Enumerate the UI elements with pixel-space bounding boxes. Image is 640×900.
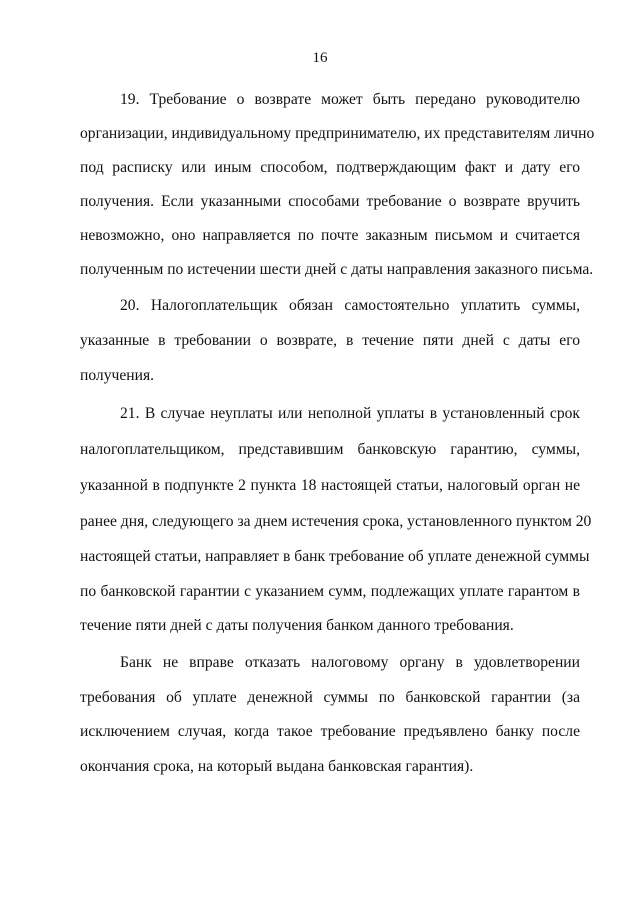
paragraph-line: Банк не вправе отказать налоговому органу в удовлетворении [120, 654, 580, 671]
paragraph-line: 19. Требование о возврате может быть передано руководителю [120, 91, 580, 108]
paragraph-line: требования об уплате денежной суммы по банковской гарантии (за [80, 689, 580, 706]
paragraph-line: налогоплательщиком, представившим банковскую гарантию, суммы, [80, 441, 580, 458]
paragraph-line: течение пяти дней с даты получения банком данного требования. [80, 617, 514, 634]
paragraph-line: ранее дня, следующего за днем истечения срока, установленного пунктом 20 [80, 513, 592, 530]
paragraph-line: указанные в требовании о возврате, в течение пяти дней с даты его [80, 332, 580, 349]
paragraph-line: невозможно, оно направляется по почте заказным письмом и считается [80, 227, 580, 244]
paragraph-line: исключением случая, когда такое требование предъявлено банку после [80, 723, 580, 740]
paragraph-line: настоящей статьи, направляет в банк требование об уплате денежной суммы [80, 548, 590, 565]
paragraph-line: организации, индивидуальному предпринимателю, их представителям лично [80, 125, 595, 142]
paragraph-line: под расписку или иным способом, подтверждающим факт и дату его [80, 159, 580, 176]
paragraph-line: окончания срока, на который выдана банковская гарантия). [80, 758, 474, 775]
paragraph-line: полученным по истечении шести дней с даты направления заказного письма. [80, 261, 594, 278]
page-number: 16 [312, 50, 328, 66]
paragraph-line: по банковской гарантии с указанием сумм, подлежащих уплате гарантом в [80, 583, 580, 600]
paragraph-line: 20. Налогоплательщик обязан самостоятельно уплатить суммы, [120, 297, 580, 314]
paragraph-line: получения. Если указанными способами требование о возврате вручить [80, 193, 580, 210]
paragraph-line: получения. [80, 367, 155, 384]
paragraph-line: указанной в подпункте 2 пункта 18 настоящей статьи, налоговый орган не [80, 477, 580, 494]
paragraph-line: 21. В случае неуплаты или неполной уплаты в установленный срок [120, 405, 580, 422]
